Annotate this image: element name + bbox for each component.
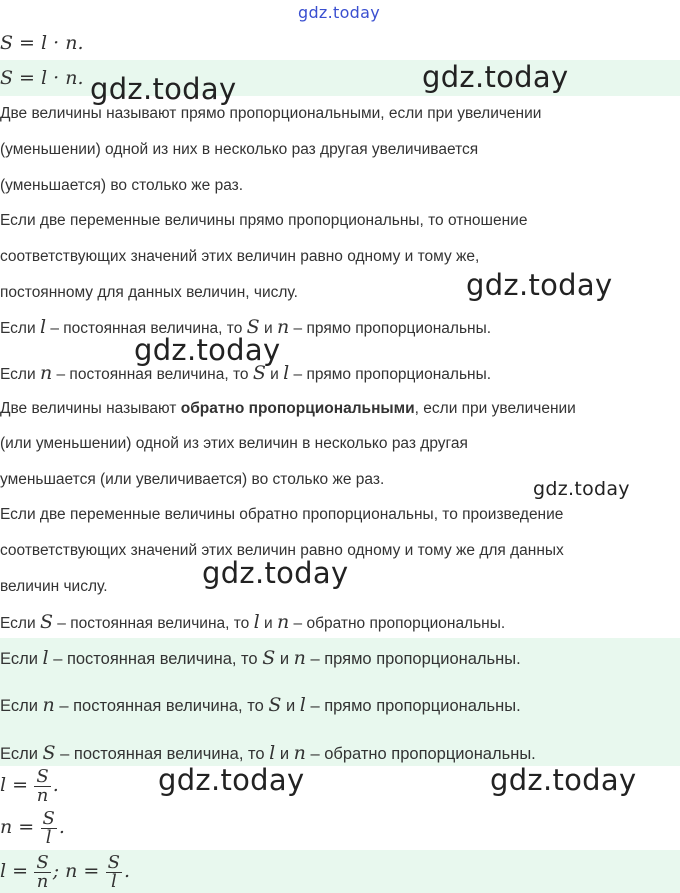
inverse-product-line-1: Если две переменные величины обратно пропорциональны, то произведение xyxy=(0,506,564,523)
watermark: gdz.today xyxy=(466,268,613,302)
watermark: gdz.today xyxy=(134,333,281,367)
watermark: gdz.today xyxy=(490,763,637,797)
summary-case-l-constant: Если l – постоянная величина, то S и n – прямо пропорциональны. xyxy=(0,647,521,669)
formula-s: S = l · n. xyxy=(0,32,84,54)
watermark: gdz.today xyxy=(90,72,237,106)
inverse-product-line-3: величин числу. xyxy=(0,578,108,595)
direct-ratio-line-1: Если две переменные величины прямо пропорциональны, то отношение xyxy=(0,212,528,229)
formula-l-and-n: l = $\frac{S}{n}$ ; n = $\frac{S}{l}$ . xyxy=(0,852,131,893)
case-s-constant: Если S – постоянная величина, то l и n – обратно пропорциональны. xyxy=(0,611,506,633)
direct-def-line-1: Две величины называют прямо пропорциональными, если при увеличении xyxy=(0,105,542,122)
inverse-def-line-1: Две величины называют обратно пропорциональными, если при увеличении xyxy=(0,400,576,417)
formula-n: n = $\frac{S}{l}$ . xyxy=(0,808,65,849)
fraction: $\frac{S}{l}$ xyxy=(107,852,120,893)
inverse-def-line-3: уменьшается (или увеличивается) во столько же раз. xyxy=(0,471,385,488)
watermark: gdz.today xyxy=(158,763,305,797)
fraction: $\frac{S}{n}$ xyxy=(36,852,49,893)
watermark: gdz.today xyxy=(533,478,630,500)
watermark: gdz.today xyxy=(202,556,349,590)
inverse-product-line-2: соответствующих значений этих величин равно одному и тому же для данных xyxy=(0,542,564,559)
summary-case-n-constant: Если n – постоянная величина, то S и l – прямо пропорциональны. xyxy=(0,694,521,716)
summary-case-s-constant: Если S – постоянная величина, то l и n – обратно пропорциональны. xyxy=(0,742,536,764)
formula-l: l = $\frac{S}{n}$ . xyxy=(0,766,59,807)
direct-def-line-2: (уменьшении) одной из них в несколько раз другая увеличивается xyxy=(0,141,479,158)
watermark-top: gdz.today xyxy=(298,3,380,22)
inverse-term: обратно пропорциональными xyxy=(180,400,415,417)
fraction: $\frac{S}{n}$ xyxy=(36,766,49,807)
case-n-constant: Если n – постоянная величина, то S и l – прямо пропорциональны. xyxy=(0,362,492,384)
direct-ratio-line-2: соответствующих значений этих величин равно одному и тому же, xyxy=(0,248,480,265)
inverse-def-line-2: (или уменьшении) одной из этих величин в несколько раз другая xyxy=(0,435,468,452)
case-l-constant: Если l – постоянная величина, то S и n – прямо пропорциональны. xyxy=(0,316,492,338)
fraction: $\frac{S}{l}$ xyxy=(42,808,55,849)
formula-s-highlighted: S = l · n. xyxy=(0,67,84,89)
direct-def-line-3: (уменьшается) во столько же раз. xyxy=(0,177,244,194)
watermark: gdz.today xyxy=(422,60,569,94)
direct-ratio-line-3: постоянному для данных величин, числу. xyxy=(0,284,298,301)
